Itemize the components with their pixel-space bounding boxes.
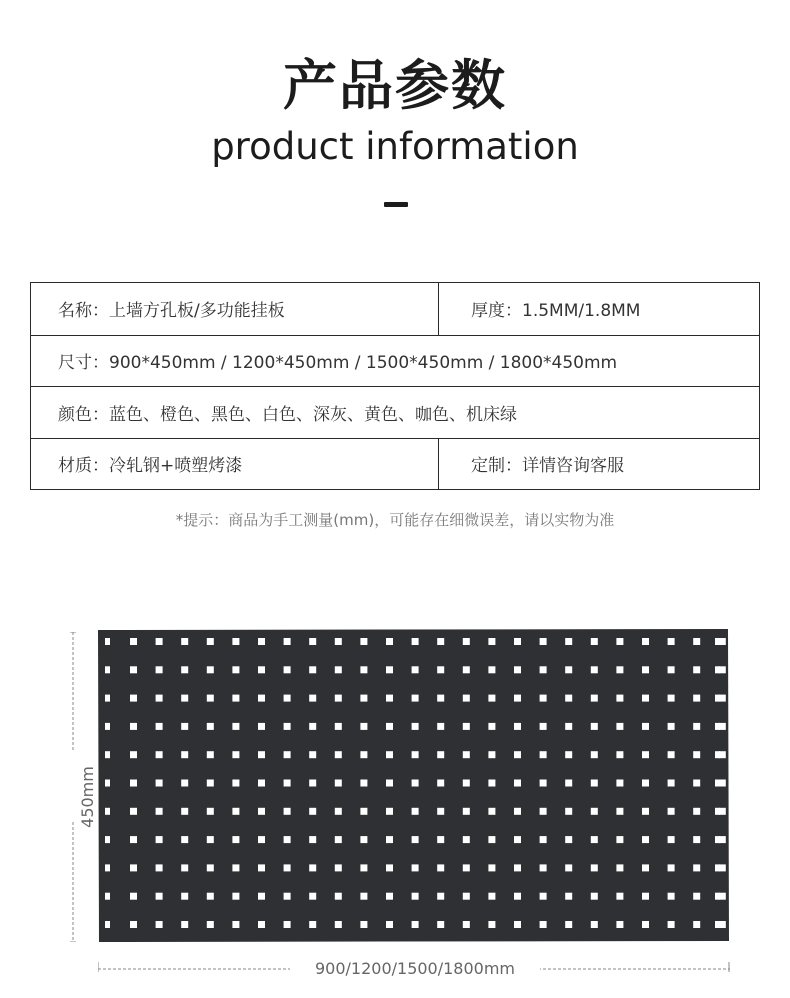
peg-edge-hole	[105, 780, 110, 787]
peg-hole	[232, 864, 239, 871]
peg-hole	[642, 836, 649, 843]
peg-hole	[207, 893, 214, 900]
peg-hole	[540, 836, 547, 843]
page-title: 产品参数	[283, 54, 507, 117]
peg-hole	[309, 893, 316, 900]
peg-hole	[258, 638, 265, 645]
peg-hole	[258, 751, 265, 758]
peg-hole	[693, 808, 700, 815]
peg-hole	[565, 723, 572, 730]
peg-hole	[540, 893, 547, 900]
peg-hole	[668, 836, 675, 843]
peg-hole	[360, 921, 367, 928]
peg-hole	[207, 921, 214, 928]
peg-hole	[693, 893, 700, 900]
peg-hole	[591, 893, 598, 900]
peg-hole	[488, 695, 495, 702]
peg-hole	[156, 836, 163, 843]
peg-hole	[156, 808, 163, 815]
peg-hole	[591, 836, 598, 843]
peg-hole	[488, 723, 495, 730]
peg-hole	[488, 864, 495, 871]
peg-hole	[284, 893, 291, 900]
peg-hole	[386, 836, 393, 843]
peg-hole	[207, 864, 214, 871]
spec-name-cell: 名称：上墙方孔板/多功能挂板	[31, 283, 439, 335]
peg-hole	[258, 836, 265, 843]
peg-hole	[437, 751, 444, 758]
peg-hole	[514, 723, 521, 730]
spec-color-cell: 颜色：蓝色、橙色、黑色、白色、深灰、黄色、咖色、机床绿	[58, 404, 517, 425]
peg-hole	[693, 751, 700, 758]
peg-hole	[335, 836, 342, 843]
spec-table	[30, 282, 760, 490]
peg-hole	[488, 836, 495, 843]
peg-hole	[565, 638, 572, 645]
peg-hole	[565, 864, 572, 871]
peg-hole	[668, 695, 675, 702]
peg-hole	[181, 893, 188, 900]
peg-hole	[258, 864, 265, 871]
peg-hole	[565, 695, 572, 702]
peg-hole	[565, 836, 572, 843]
peg-hole	[232, 751, 239, 758]
peg-hole	[437, 836, 444, 843]
peg-hole	[540, 921, 547, 928]
peg-hole	[360, 695, 367, 702]
peg-hole	[207, 751, 214, 758]
peg-hole	[616, 808, 623, 815]
peg-hole	[463, 638, 470, 645]
peg-hole	[309, 638, 316, 645]
peg-hole	[130, 666, 137, 673]
peg-hole	[130, 836, 137, 843]
peg-hole	[232, 893, 239, 900]
height-label: 450mm	[78, 766, 97, 828]
peg-hole	[130, 921, 137, 928]
peg-hole	[207, 666, 214, 673]
peg-hole	[207, 638, 214, 645]
peg-hole	[360, 751, 367, 758]
peg-hole	[130, 893, 137, 900]
peg-edge-hole	[105, 808, 110, 815]
peg-hole	[642, 780, 649, 787]
peg-hole	[309, 666, 316, 673]
peg-hole	[668, 780, 675, 787]
peg-hole	[156, 921, 163, 928]
peg-hole	[463, 695, 470, 702]
peg-hole	[412, 751, 419, 758]
peg-hole	[463, 921, 470, 928]
peg-hole	[616, 666, 623, 673]
peg-hole	[514, 751, 521, 758]
spec-thickness-cell: 厚度：1.5MM/1.8MM	[471, 301, 641, 322]
peg-edge-hole	[105, 695, 110, 702]
peg-hole	[437, 723, 444, 730]
peg-hole	[693, 723, 700, 730]
peg-hole	[488, 808, 495, 815]
peg-hole	[386, 893, 393, 900]
peg-hole	[616, 695, 623, 702]
page-subtitle: product information	[211, 125, 579, 168]
peg-hole	[284, 695, 291, 702]
peg-hole	[360, 808, 367, 815]
peg-hole	[181, 666, 188, 673]
peg-hole	[668, 723, 675, 730]
spec-custom-cell: 定制：详情咨询客服	[471, 456, 624, 477]
peg-hole	[360, 893, 367, 900]
peg-hole	[386, 638, 393, 645]
peg-hole	[565, 780, 572, 787]
peg-edge-hole	[105, 836, 110, 843]
peg-hole	[156, 638, 163, 645]
peg-hole	[284, 864, 291, 871]
peg-hole	[668, 808, 675, 815]
peg-hole	[232, 780, 239, 787]
peg-edge-hole	[715, 808, 720, 815]
width-label: 900/1200/1500/1800mm	[290, 958, 540, 980]
spec-size-cell: 尺寸：900*450mm / 1200*450mm / 1500*450mm / 1800*450mm	[58, 353, 618, 374]
peg-hole	[335, 666, 342, 673]
peg-hole	[412, 780, 419, 787]
peg-hole	[463, 808, 470, 815]
peg-hole	[156, 723, 163, 730]
peg-hole	[284, 836, 291, 843]
peg-hole	[309, 751, 316, 758]
peg-hole	[693, 638, 700, 645]
peg-hole	[284, 780, 291, 787]
peg-hole	[258, 921, 265, 928]
peg-hole	[258, 695, 265, 702]
peg-hole	[360, 780, 367, 787]
peg-hole	[437, 808, 444, 815]
peg-hole	[642, 893, 649, 900]
peg-edge-hole	[715, 893, 720, 900]
peg-edge-hole	[105, 864, 110, 871]
peg-hole	[156, 893, 163, 900]
peg-hole	[412, 808, 419, 815]
peg-hole	[412, 666, 419, 673]
peg-hole	[514, 864, 521, 871]
peg-hole	[437, 921, 444, 928]
peg-edge-hole	[715, 638, 720, 645]
peg-hole	[514, 893, 521, 900]
peg-hole	[309, 723, 316, 730]
peg-hole	[130, 780, 137, 787]
peg-hole	[463, 864, 470, 871]
peg-hole	[668, 638, 675, 645]
peg-hole	[181, 836, 188, 843]
peg-edge-hole	[715, 864, 720, 871]
peg-hole	[386, 695, 393, 702]
peg-hole	[488, 638, 495, 645]
peg-edge-hole	[715, 921, 720, 928]
peg-hole	[284, 808, 291, 815]
peg-hole	[642, 808, 649, 815]
peg-hole	[284, 723, 291, 730]
peg-hole	[591, 638, 598, 645]
peg-hole	[616, 864, 623, 871]
peg-hole	[181, 808, 188, 815]
peg-hole	[156, 780, 163, 787]
peg-hole	[130, 864, 137, 871]
peg-hole	[360, 638, 367, 645]
peg-hole	[412, 893, 419, 900]
peg-hole	[412, 723, 419, 730]
peg-hole	[642, 638, 649, 645]
spec-row-name-thickness	[31, 283, 759, 335]
peg-hole	[514, 808, 521, 815]
peg-hole	[591, 751, 598, 758]
peg-hole	[488, 780, 495, 787]
title-divider	[384, 202, 408, 207]
peg-hole	[360, 864, 367, 871]
peg-hole	[565, 921, 572, 928]
peg-edge-hole	[105, 723, 110, 730]
peg-edge-hole	[715, 751, 720, 758]
peg-hole	[642, 695, 649, 702]
peg-hole	[668, 751, 675, 758]
peg-edge-hole	[715, 666, 720, 673]
peg-hole	[591, 666, 598, 673]
peg-edge-hole	[105, 666, 110, 673]
peg-hole	[616, 836, 623, 843]
peg-hole	[335, 808, 342, 815]
peg-hole	[616, 638, 623, 645]
peg-hole	[540, 808, 547, 815]
spec-row-material-custom	[31, 438, 759, 490]
peg-edge-hole	[105, 921, 110, 928]
peg-hole	[386, 723, 393, 730]
peg-hole	[181, 780, 188, 787]
peg-hole	[591, 921, 598, 928]
peg-hole	[130, 695, 137, 702]
peg-hole	[540, 723, 547, 730]
peg-hole	[412, 921, 419, 928]
peg-hole	[565, 893, 572, 900]
peg-hole	[488, 751, 495, 758]
peg-hole	[207, 808, 214, 815]
peg-hole	[207, 723, 214, 730]
peg-hole	[386, 921, 393, 928]
peg-hole	[412, 638, 419, 645]
peg-hole	[463, 780, 470, 787]
peg-hole	[693, 864, 700, 871]
pegboard-image	[97, 629, 729, 942]
peg-hole	[488, 666, 495, 673]
peg-hole	[540, 666, 547, 673]
spec-row-size	[31, 335, 759, 387]
peg-hole	[437, 893, 444, 900]
peg-hole	[668, 893, 675, 900]
peg-hole	[463, 751, 470, 758]
peg-hole	[463, 893, 470, 900]
peg-hole	[565, 808, 572, 815]
peg-hole	[360, 666, 367, 673]
peg-hole	[258, 808, 265, 815]
peg-hole	[130, 723, 137, 730]
peg-hole	[514, 666, 521, 673]
peg-hole	[463, 723, 470, 730]
peg-hole	[591, 723, 598, 730]
peg-hole	[284, 638, 291, 645]
peg-hole	[642, 666, 649, 673]
peg-hole	[309, 808, 316, 815]
peg-hole	[232, 666, 239, 673]
peg-hole	[258, 723, 265, 730]
peg-edge-hole	[715, 836, 720, 843]
peg-hole	[181, 638, 188, 645]
peg-hole	[284, 751, 291, 758]
peg-hole	[412, 864, 419, 871]
peg-hole	[437, 666, 444, 673]
peg-hole	[335, 751, 342, 758]
spec-material-cell: 材质：冷轧钢+喷塑烤漆	[31, 439, 439, 490]
peg-hole	[156, 864, 163, 871]
peg-hole	[616, 893, 623, 900]
peg-hole	[130, 751, 137, 758]
peg-hole	[335, 864, 342, 871]
peg-hole	[668, 864, 675, 871]
peg-hole	[181, 864, 188, 871]
peg-hole	[514, 836, 521, 843]
peg-hole	[232, 695, 239, 702]
peg-hole	[437, 864, 444, 871]
peg-hole	[642, 864, 649, 871]
peg-hole	[693, 836, 700, 843]
peg-hole	[258, 893, 265, 900]
peg-hole	[335, 723, 342, 730]
peg-hole	[335, 893, 342, 900]
peg-hole	[565, 666, 572, 673]
peg-hole	[386, 751, 393, 758]
peg-hole	[514, 638, 521, 645]
peg-hole	[642, 921, 649, 928]
peg-hole	[335, 921, 342, 928]
peg-hole	[181, 921, 188, 928]
peg-hole	[207, 780, 214, 787]
peg-hole	[540, 780, 547, 787]
peg-edge-hole	[715, 695, 720, 702]
peg-hole	[335, 695, 342, 702]
peg-hole	[437, 780, 444, 787]
peg-hole	[232, 808, 239, 815]
peg-hole	[232, 638, 239, 645]
peg-edge-hole	[105, 893, 110, 900]
peg-hole	[284, 666, 291, 673]
peg-hole	[591, 695, 598, 702]
peg-hole	[591, 808, 598, 815]
peg-hole	[565, 751, 572, 758]
peg-hole	[232, 921, 239, 928]
peg-hole	[693, 666, 700, 673]
peg-hole	[309, 921, 316, 928]
peg-hole	[514, 780, 521, 787]
peg-hole	[232, 836, 239, 843]
peg-hole	[309, 864, 316, 871]
peg-hole	[463, 666, 470, 673]
peg-hole	[437, 638, 444, 645]
peg-hole	[514, 921, 521, 928]
peg-hole	[642, 751, 649, 758]
peg-hole	[540, 751, 547, 758]
peg-hole	[616, 921, 623, 928]
peg-hole	[309, 780, 316, 787]
peg-hole	[232, 723, 239, 730]
peg-hole	[616, 751, 623, 758]
peg-hole	[463, 836, 470, 843]
peg-hole	[591, 864, 598, 871]
peg-hole	[386, 808, 393, 815]
peg-hole	[668, 666, 675, 673]
peg-hole	[258, 666, 265, 673]
peg-hole	[693, 780, 700, 787]
peg-hole	[540, 638, 547, 645]
peg-hole	[258, 780, 265, 787]
peg-hole	[386, 780, 393, 787]
peg-hole	[642, 723, 649, 730]
peg-hole	[207, 836, 214, 843]
peg-edge-hole	[715, 780, 720, 787]
peg-hole	[335, 638, 342, 645]
peg-hole	[412, 836, 419, 843]
peg-hole	[130, 638, 137, 645]
peg-hole	[360, 723, 367, 730]
peg-hole	[284, 921, 291, 928]
height-dimension-line	[68, 632, 78, 942]
peg-hole	[693, 921, 700, 928]
peg-hole	[540, 695, 547, 702]
peg-edge-hole	[715, 723, 720, 730]
peg-edge-hole	[105, 751, 110, 758]
peg-hole	[514, 695, 521, 702]
measurement-note: *提示：商品为手工测量(mm)，可能存在细微误差，请以实物为准	[175, 511, 615, 529]
peg-hole	[130, 808, 137, 815]
peg-hole	[540, 864, 547, 871]
peg-hole	[591, 780, 598, 787]
peg-hole	[207, 695, 214, 702]
peg-hole	[360, 836, 367, 843]
peg-hole	[616, 780, 623, 787]
peg-hole	[616, 723, 623, 730]
peg-hole	[156, 695, 163, 702]
peg-hole	[335, 780, 342, 787]
peg-hole	[181, 723, 188, 730]
peg-edge-hole	[105, 638, 110, 645]
peg-hole	[309, 695, 316, 702]
peg-hole	[488, 893, 495, 900]
peg-hole	[668, 921, 675, 928]
peg-hole	[488, 921, 495, 928]
peg-hole	[386, 864, 393, 871]
peg-hole	[386, 666, 393, 673]
peg-hole	[156, 666, 163, 673]
peg-hole	[412, 695, 419, 702]
peg-hole	[309, 836, 316, 843]
peg-hole	[181, 695, 188, 702]
spec-row-color	[31, 386, 759, 438]
peg-hole	[156, 751, 163, 758]
peg-hole	[437, 695, 444, 702]
peg-hole	[693, 695, 700, 702]
peg-hole	[181, 751, 188, 758]
